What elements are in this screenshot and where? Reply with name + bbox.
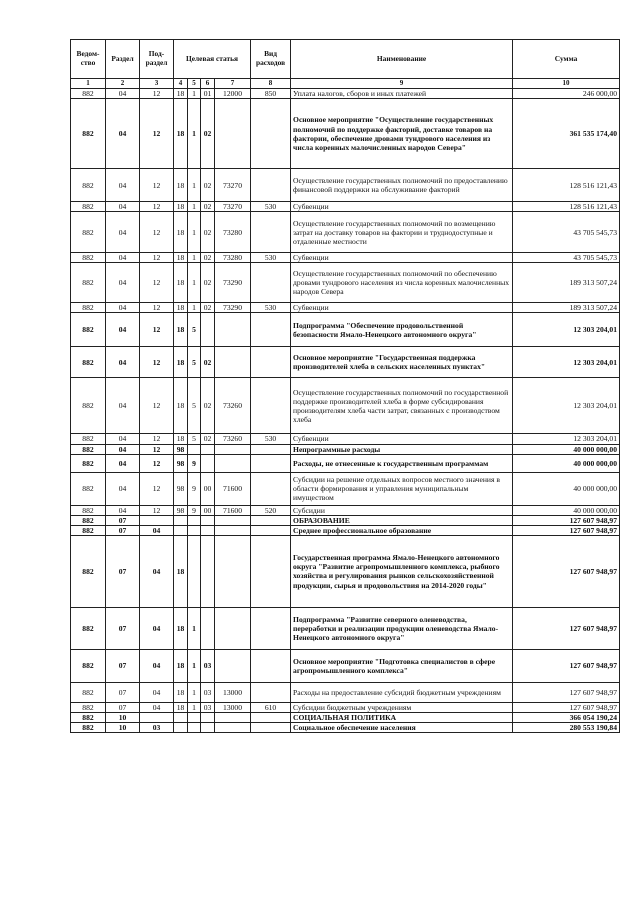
row-code-cell-pr: 04 bbox=[140, 649, 174, 682]
row-amount-cell: 12 303 204,01 bbox=[513, 313, 620, 347]
row-code-cell-pr: 12 bbox=[140, 99, 174, 169]
row-code-cell-c2: 1 bbox=[188, 212, 201, 253]
row-code-cell-c2: 1 bbox=[188, 202, 201, 212]
row-code-cell-c3 bbox=[201, 607, 215, 649]
table-row bbox=[71, 89, 620, 99]
table-row bbox=[71, 472, 620, 505]
table-row bbox=[71, 515, 620, 525]
row-code-cell-c3: 02 bbox=[201, 434, 215, 444]
row-code-cell-c2 bbox=[188, 713, 201, 723]
table-row bbox=[71, 454, 620, 472]
row-code-cell-c2 bbox=[188, 723, 201, 733]
row-code-cell-pr bbox=[140, 713, 174, 723]
row-code-cell-ved: 882 bbox=[71, 253, 106, 263]
row-code-cell-c3: 03 bbox=[201, 702, 215, 712]
row-code-cell-rz: 04 bbox=[106, 378, 140, 434]
row-code-cell-ved: 882 bbox=[71, 472, 106, 505]
row-code-cell-pr: 04 bbox=[140, 525, 174, 535]
row-amount-cell: 40 000 000,00 bbox=[513, 444, 620, 454]
row-code-cell-c2: 1 bbox=[188, 702, 201, 712]
row-code-cell-rz: 04 bbox=[106, 454, 140, 472]
row-code-cell-ved: 882 bbox=[71, 378, 106, 434]
row-amount-cell: 246 000,00 bbox=[513, 89, 620, 99]
row-code-cell-vr bbox=[251, 607, 291, 649]
row-amount-cell: 127 607 948,97 bbox=[513, 515, 620, 525]
row-code-cell-c4 bbox=[215, 649, 251, 682]
row-code-cell-vr bbox=[251, 723, 291, 733]
row-code-cell-rz: 04 bbox=[106, 313, 140, 347]
row-code-cell-c1: 18 bbox=[174, 313, 188, 347]
row-code-cell-ved: 882 bbox=[71, 347, 106, 378]
row-code-cell-pr: 12 bbox=[140, 313, 174, 347]
row-code-cell-rz: 07 bbox=[106, 525, 140, 535]
row-name-cell: Государственная программа Ямало-Ненецкого автономного округа "Развитие агропромышленного комплекса, рыбного хозяйства и регулирования рынков сельскохозяйственной продукции, сырья и продовольствия на 2014-2020 годы" bbox=[291, 535, 513, 607]
row-code-cell-c2: 5 bbox=[188, 347, 201, 378]
row-name-cell: Осуществление государственных полномочий по обеспечению дровами тундрового населения из числа коренных малочисленных народов Севера bbox=[291, 263, 513, 303]
header-podrazdel: Под-раздел bbox=[140, 40, 174, 79]
row-code-cell-c2: 5 bbox=[188, 313, 201, 347]
row-code-cell-ved: 882 bbox=[71, 682, 106, 702]
row-code-cell-ved: 882 bbox=[71, 649, 106, 682]
table-row bbox=[71, 99, 620, 169]
row-code-cell-c1: 18 bbox=[174, 303, 188, 313]
table-row bbox=[71, 535, 620, 607]
row-code-cell-c3 bbox=[201, 454, 215, 472]
row-code-cell-pr: 12 bbox=[140, 434, 174, 444]
row-code-cell-c1: 18 bbox=[174, 347, 188, 378]
row-code-cell-rz: 04 bbox=[106, 347, 140, 378]
row-code-cell-vr: 850 bbox=[251, 89, 291, 99]
row-code-cell-c1: 18 bbox=[174, 212, 188, 253]
row-code-cell-c4 bbox=[215, 713, 251, 723]
row-code-cell-c4: 13000 bbox=[215, 702, 251, 712]
row-code-cell-c1 bbox=[174, 723, 188, 733]
row-code-cell-c2: 9 bbox=[188, 505, 201, 515]
row-code-cell-pr: 12 bbox=[140, 169, 174, 202]
row-code-cell-rz: 04 bbox=[106, 303, 140, 313]
row-code-cell-pr bbox=[140, 515, 174, 525]
row-code-cell-rz: 04 bbox=[106, 169, 140, 202]
row-name-cell: Субсидии на решение отдельных вопросов местного значения в области формирования и управления муниципальным имуществом bbox=[291, 472, 513, 505]
row-code-cell-pr: 04 bbox=[140, 682, 174, 702]
row-code-cell-c2: 1 bbox=[188, 169, 201, 202]
row-code-cell-c4: 71600 bbox=[215, 472, 251, 505]
row-code-cell-c2 bbox=[188, 515, 201, 525]
row-amount-cell: 127 607 948,97 bbox=[513, 525, 620, 535]
column-number: 3 bbox=[140, 79, 174, 89]
row-code-cell-pr: 04 bbox=[140, 607, 174, 649]
row-code-cell-c2 bbox=[188, 535, 201, 607]
table-row bbox=[71, 253, 620, 263]
row-code-cell-ved: 882 bbox=[71, 169, 106, 202]
row-name-cell: ОБРАЗОВАНИЕ bbox=[291, 515, 513, 525]
row-amount-cell: 189 313 507,24 bbox=[513, 303, 620, 313]
row-code-cell-ved: 882 bbox=[71, 535, 106, 607]
row-code-cell-vr bbox=[251, 99, 291, 169]
row-code-cell-vr: 530 bbox=[251, 253, 291, 263]
row-code-cell-ved: 882 bbox=[71, 713, 106, 723]
row-amount-cell: 40 000 000,00 bbox=[513, 454, 620, 472]
row-code-cell-c1: 18 bbox=[174, 89, 188, 99]
row-name-cell: Среднее профессиональное образование bbox=[291, 525, 513, 535]
row-code-cell-ved: 882 bbox=[71, 434, 106, 444]
table-row bbox=[71, 723, 620, 733]
row-code-cell-c4: 73260 bbox=[215, 378, 251, 434]
row-code-cell-c2: 1 bbox=[188, 649, 201, 682]
row-code-cell-c1 bbox=[174, 713, 188, 723]
row-code-cell-c4 bbox=[215, 525, 251, 535]
row-name-cell: Основное мероприятие "Государственная поддержка производителей хлеба в сельских населенных пунктах" bbox=[291, 347, 513, 378]
row-amount-cell: 128 516 121,43 bbox=[513, 169, 620, 202]
table-row bbox=[71, 212, 620, 253]
row-name-cell: Расходы на предоставление субсидий бюджетным учреждениям bbox=[291, 682, 513, 702]
table-row bbox=[71, 713, 620, 723]
row-code-cell-pr: 12 bbox=[140, 472, 174, 505]
row-code-cell-vr bbox=[251, 212, 291, 253]
column-number: 7 bbox=[215, 79, 251, 89]
row-code-cell-vr bbox=[251, 515, 291, 525]
row-code-cell-c2: 1 bbox=[188, 303, 201, 313]
row-code-cell-pr: 12 bbox=[140, 253, 174, 263]
row-code-cell-vr bbox=[251, 454, 291, 472]
row-code-cell-rz: 04 bbox=[106, 472, 140, 505]
row-name-cell: Субсидии бюджетным учреждениям bbox=[291, 702, 513, 712]
row-name-cell: Субвенции bbox=[291, 253, 513, 263]
row-code-cell-ved: 882 bbox=[71, 313, 106, 347]
row-code-cell-c3: 02 bbox=[201, 212, 215, 253]
row-code-cell-pr: 12 bbox=[140, 347, 174, 378]
header-razdel: Раздел bbox=[106, 40, 140, 79]
row-code-cell-c1 bbox=[174, 515, 188, 525]
row-code-cell-c3 bbox=[201, 723, 215, 733]
row-code-cell-rz: 04 bbox=[106, 99, 140, 169]
table-row bbox=[71, 303, 620, 313]
column-number: 9 bbox=[291, 79, 513, 89]
row-code-cell-pr: 04 bbox=[140, 535, 174, 607]
row-code-cell-c2: 1 bbox=[188, 682, 201, 702]
table-row bbox=[71, 525, 620, 535]
row-code-cell-vr bbox=[251, 682, 291, 702]
row-code-cell-c4: 12000 bbox=[215, 89, 251, 99]
row-code-cell-c3: 03 bbox=[201, 682, 215, 702]
row-amount-cell: 127 607 948,97 bbox=[513, 535, 620, 607]
table-row bbox=[71, 263, 620, 303]
row-code-cell-c4: 73260 bbox=[215, 434, 251, 444]
row-code-cell-c2 bbox=[188, 525, 201, 535]
column-number: 10 bbox=[513, 79, 620, 89]
row-code-cell-c3: 02 bbox=[201, 253, 215, 263]
row-code-cell-c2: 1 bbox=[188, 607, 201, 649]
row-code-cell-c1: 18 bbox=[174, 649, 188, 682]
row-code-cell-ved: 882 bbox=[71, 702, 106, 712]
row-code-cell-ved: 882 bbox=[71, 89, 106, 99]
row-code-cell-pr: 12 bbox=[140, 378, 174, 434]
row-code-cell-rz: 07 bbox=[106, 515, 140, 525]
header-vid-rashodov: Вид расходов bbox=[251, 40, 291, 79]
row-code-cell-c4 bbox=[215, 313, 251, 347]
row-code-cell-c4 bbox=[215, 444, 251, 454]
row-code-cell-ved: 882 bbox=[71, 454, 106, 472]
row-code-cell-vr bbox=[251, 713, 291, 723]
row-code-cell-c4 bbox=[215, 607, 251, 649]
row-amount-cell: 40 000 000,00 bbox=[513, 505, 620, 515]
table-row bbox=[71, 702, 620, 712]
row-code-cell-vr: 530 bbox=[251, 202, 291, 212]
row-code-cell-rz: 07 bbox=[106, 607, 140, 649]
row-code-cell-c3: 02 bbox=[201, 378, 215, 434]
row-code-cell-rz: 04 bbox=[106, 202, 140, 212]
row-name-cell: Субвенции bbox=[291, 434, 513, 444]
row-code-cell-c3: 02 bbox=[201, 202, 215, 212]
row-name-cell: СОЦИАЛЬНАЯ ПОЛИТИКА bbox=[291, 713, 513, 723]
column-number: 8 bbox=[251, 79, 291, 89]
header-naimenovanie: Наименование bbox=[291, 40, 513, 79]
table-row bbox=[71, 682, 620, 702]
row-name-cell: Расходы, не отнесенные к государственным программам bbox=[291, 454, 513, 472]
row-amount-cell: 40 000 000,00 bbox=[513, 472, 620, 505]
row-code-cell-ved: 882 bbox=[71, 525, 106, 535]
row-code-cell-ved: 882 bbox=[71, 99, 106, 169]
row-name-cell: Осуществление государственных полномочий по государственной поддержке производителей хлеба в форме субсидирования производителям хлеба части затрат, связанных с производством хлеба bbox=[291, 378, 513, 434]
row-code-cell-c4 bbox=[215, 723, 251, 733]
row-code-cell-vr: 530 bbox=[251, 434, 291, 444]
row-code-cell-pr: 04 bbox=[140, 702, 174, 712]
column-number: 1 bbox=[71, 79, 106, 89]
row-code-cell-pr: 12 bbox=[140, 303, 174, 313]
row-code-cell-vr bbox=[251, 444, 291, 454]
column-number: 2 bbox=[106, 79, 140, 89]
row-code-cell-ved: 882 bbox=[71, 505, 106, 515]
row-code-cell-rz: 04 bbox=[106, 263, 140, 303]
table-body bbox=[71, 89, 620, 733]
row-code-cell-vr bbox=[251, 169, 291, 202]
row-code-cell-vr bbox=[251, 347, 291, 378]
row-code-cell-c1 bbox=[174, 525, 188, 535]
row-code-cell-c4: 73270 bbox=[215, 169, 251, 202]
table-row bbox=[71, 202, 620, 212]
row-code-cell-rz: 07 bbox=[106, 702, 140, 712]
row-code-cell-vr bbox=[251, 525, 291, 535]
column-number: 4 bbox=[174, 79, 188, 89]
table-row bbox=[71, 444, 620, 454]
row-code-cell-c4 bbox=[215, 347, 251, 378]
row-code-cell-ved: 882 bbox=[71, 303, 106, 313]
table-row bbox=[71, 434, 620, 444]
row-code-cell-c2: 9 bbox=[188, 454, 201, 472]
row-code-cell-c3: 00 bbox=[201, 505, 215, 515]
row-amount-cell: 12 303 204,01 bbox=[513, 434, 620, 444]
row-code-cell-rz: 07 bbox=[106, 535, 140, 607]
row-code-cell-pr: 03 bbox=[140, 723, 174, 733]
row-amount-cell: 280 553 190,84 bbox=[513, 723, 620, 733]
row-amount-cell: 127 607 948,97 bbox=[513, 649, 620, 682]
row-amount-cell: 127 607 948,97 bbox=[513, 682, 620, 702]
row-name-cell: Основное мероприятие "Осуществление государственных полномочий по поддержке факторий, доставке товаров на фактории, обеспечение дровами тундрового населения из числа коренных малочисленных народов Севера" bbox=[291, 99, 513, 169]
row-amount-cell: 12 303 204,01 bbox=[513, 347, 620, 378]
row-name-cell: Субвенции bbox=[291, 202, 513, 212]
row-code-cell-c2: 1 bbox=[188, 253, 201, 263]
row-code-cell-c3: 02 bbox=[201, 303, 215, 313]
table-row bbox=[71, 607, 620, 649]
row-code-cell-c1: 18 bbox=[174, 99, 188, 169]
row-code-cell-rz: 10 bbox=[106, 723, 140, 733]
row-code-cell-c3 bbox=[201, 313, 215, 347]
row-name-cell: Основное мероприятие "Подготовка специалистов в сфере агропромышленного комплекса" bbox=[291, 649, 513, 682]
row-name-cell: Социальное обеспечение населения bbox=[291, 723, 513, 733]
row-code-cell-c1: 18 bbox=[174, 378, 188, 434]
row-name-cell: Осуществление государственных полномочий по предоставлению финансовой поддержки на обслуживание факторий bbox=[291, 169, 513, 202]
row-code-cell-c4 bbox=[215, 454, 251, 472]
row-name-cell: Непрограммные расходы bbox=[291, 444, 513, 454]
row-code-cell-c2 bbox=[188, 444, 201, 454]
row-code-cell-c1: 18 bbox=[174, 169, 188, 202]
row-code-cell-c3: 02 bbox=[201, 263, 215, 303]
row-code-cell-rz: 04 bbox=[106, 434, 140, 444]
row-code-cell-c3: 00 bbox=[201, 472, 215, 505]
row-code-cell-c3: 03 bbox=[201, 649, 215, 682]
column-number: 6 bbox=[201, 79, 215, 89]
row-code-cell-c1: 98 bbox=[174, 472, 188, 505]
row-code-cell-pr: 12 bbox=[140, 202, 174, 212]
row-code-cell-c3: 01 bbox=[201, 89, 215, 99]
row-code-cell-c1: 18 bbox=[174, 202, 188, 212]
row-code-cell-c2: 1 bbox=[188, 89, 201, 99]
header-row bbox=[71, 40, 620, 79]
row-amount-cell: 366 054 190,24 bbox=[513, 713, 620, 723]
row-code-cell-c3 bbox=[201, 713, 215, 723]
row-code-cell-vr: 530 bbox=[251, 303, 291, 313]
row-code-cell-vr bbox=[251, 313, 291, 347]
table-row bbox=[71, 378, 620, 434]
row-amount-cell: 189 313 507,24 bbox=[513, 263, 620, 303]
row-code-cell-c2: 9 bbox=[188, 472, 201, 505]
row-code-cell-ved: 882 bbox=[71, 515, 106, 525]
row-code-cell-c3: 02 bbox=[201, 99, 215, 169]
row-code-cell-c1: 18 bbox=[174, 263, 188, 303]
row-code-cell-ved: 882 bbox=[71, 263, 106, 303]
table-row bbox=[71, 649, 620, 682]
row-amount-cell: 128 516 121,43 bbox=[513, 202, 620, 212]
row-code-cell-ved: 882 bbox=[71, 723, 106, 733]
row-name-cell: Субсидии bbox=[291, 505, 513, 515]
header-celevaya-statya: Целевая статья bbox=[174, 40, 251, 79]
row-code-cell-c4: 13000 bbox=[215, 682, 251, 702]
column-number-row bbox=[71, 79, 620, 89]
row-code-cell-c4: 73290 bbox=[215, 263, 251, 303]
row-name-cell: Подпрограмма "Обеспечение продовольственной безопасности Ямало-Ненецкого автономного округа" bbox=[291, 313, 513, 347]
row-code-cell-c1: 98 bbox=[174, 505, 188, 515]
row-name-cell: Уплата налогов, сборов и иных платежей bbox=[291, 89, 513, 99]
row-code-cell-c1: 18 bbox=[174, 253, 188, 263]
row-code-cell-rz: 04 bbox=[106, 444, 140, 454]
row-code-cell-pr: 12 bbox=[140, 263, 174, 303]
row-code-cell-vr bbox=[251, 263, 291, 303]
row-code-cell-c1: 98 bbox=[174, 444, 188, 454]
row-code-cell-c3: 02 bbox=[201, 347, 215, 378]
row-code-cell-c4: 73280 bbox=[215, 212, 251, 253]
row-name-cell: Осуществление государственных полномочий по возмещению затрат на доставку товаров на фактории и труднодоступные и отдаленные местности bbox=[291, 212, 513, 253]
row-code-cell-c2: 1 bbox=[188, 99, 201, 169]
row-code-cell-c3 bbox=[201, 525, 215, 535]
row-code-cell-c3 bbox=[201, 444, 215, 454]
row-name-cell: Подпрограмма "Развитие северного оленеводства, переработки и реализации продукции оленеводства Ямало-Ненецкого автономного округа" bbox=[291, 607, 513, 649]
table-row bbox=[71, 313, 620, 347]
row-code-cell-vr bbox=[251, 535, 291, 607]
row-code-cell-pr: 12 bbox=[140, 212, 174, 253]
header-summa: Сумма bbox=[513, 40, 620, 79]
row-code-cell-ved: 882 bbox=[71, 444, 106, 454]
row-code-cell-c4 bbox=[215, 99, 251, 169]
row-code-cell-c1: 18 bbox=[174, 702, 188, 712]
row-code-cell-c3 bbox=[201, 535, 215, 607]
row-amount-cell: 43 705 545,73 bbox=[513, 212, 620, 253]
row-code-cell-ved: 882 bbox=[71, 212, 106, 253]
row-code-cell-vr bbox=[251, 472, 291, 505]
row-code-cell-rz: 10 bbox=[106, 713, 140, 723]
row-code-cell-rz: 04 bbox=[106, 89, 140, 99]
row-code-cell-c1: 18 bbox=[174, 682, 188, 702]
row-code-cell-rz: 04 bbox=[106, 212, 140, 253]
row-amount-cell: 127 607 948,97 bbox=[513, 607, 620, 649]
row-code-cell-rz: 04 bbox=[106, 253, 140, 263]
row-code-cell-c1: 18 bbox=[174, 607, 188, 649]
row-code-cell-c1: 98 bbox=[174, 454, 188, 472]
row-code-cell-vr bbox=[251, 378, 291, 434]
row-code-cell-rz: 04 bbox=[106, 505, 140, 515]
row-code-cell-pr: 12 bbox=[140, 454, 174, 472]
row-amount-cell: 43 705 545,73 bbox=[513, 253, 620, 263]
row-code-cell-c3 bbox=[201, 515, 215, 525]
row-code-cell-rz: 07 bbox=[106, 682, 140, 702]
row-code-cell-c4: 73270 bbox=[215, 202, 251, 212]
row-amount-cell: 361 535 174,40 bbox=[513, 99, 620, 169]
row-code-cell-c2: 5 bbox=[188, 434, 201, 444]
table-row bbox=[71, 347, 620, 378]
row-code-cell-rz: 07 bbox=[106, 649, 140, 682]
row-code-cell-c4 bbox=[215, 515, 251, 525]
row-code-cell-c4 bbox=[215, 535, 251, 607]
budget-table bbox=[70, 39, 620, 733]
row-code-cell-c2: 5 bbox=[188, 378, 201, 434]
row-code-cell-vr: 610 bbox=[251, 702, 291, 712]
row-code-cell-c1: 18 bbox=[174, 434, 188, 444]
row-code-cell-vr: 520 bbox=[251, 505, 291, 515]
row-amount-cell: 12 303 204,01 bbox=[513, 378, 620, 434]
row-code-cell-ved: 882 bbox=[71, 202, 106, 212]
column-number: 5 bbox=[188, 79, 201, 89]
row-code-cell-c4: 73280 bbox=[215, 253, 251, 263]
table-row bbox=[71, 505, 620, 515]
row-code-cell-c3: 02 bbox=[201, 169, 215, 202]
row-code-cell-c4: 73290 bbox=[215, 303, 251, 313]
row-code-cell-ved: 882 bbox=[71, 607, 106, 649]
row-code-cell-pr: 12 bbox=[140, 444, 174, 454]
row-code-cell-c4: 71600 bbox=[215, 505, 251, 515]
row-amount-cell: 127 607 948,97 bbox=[513, 702, 620, 712]
row-code-cell-vr bbox=[251, 649, 291, 682]
row-code-cell-c1: 18 bbox=[174, 535, 188, 607]
row-code-cell-pr: 12 bbox=[140, 89, 174, 99]
header-vedomstvo: Ведом-ство bbox=[71, 40, 106, 79]
table-row bbox=[71, 169, 620, 202]
row-code-cell-pr: 12 bbox=[140, 505, 174, 515]
row-name-cell: Субвенции bbox=[291, 303, 513, 313]
row-code-cell-c2: 1 bbox=[188, 263, 201, 303]
